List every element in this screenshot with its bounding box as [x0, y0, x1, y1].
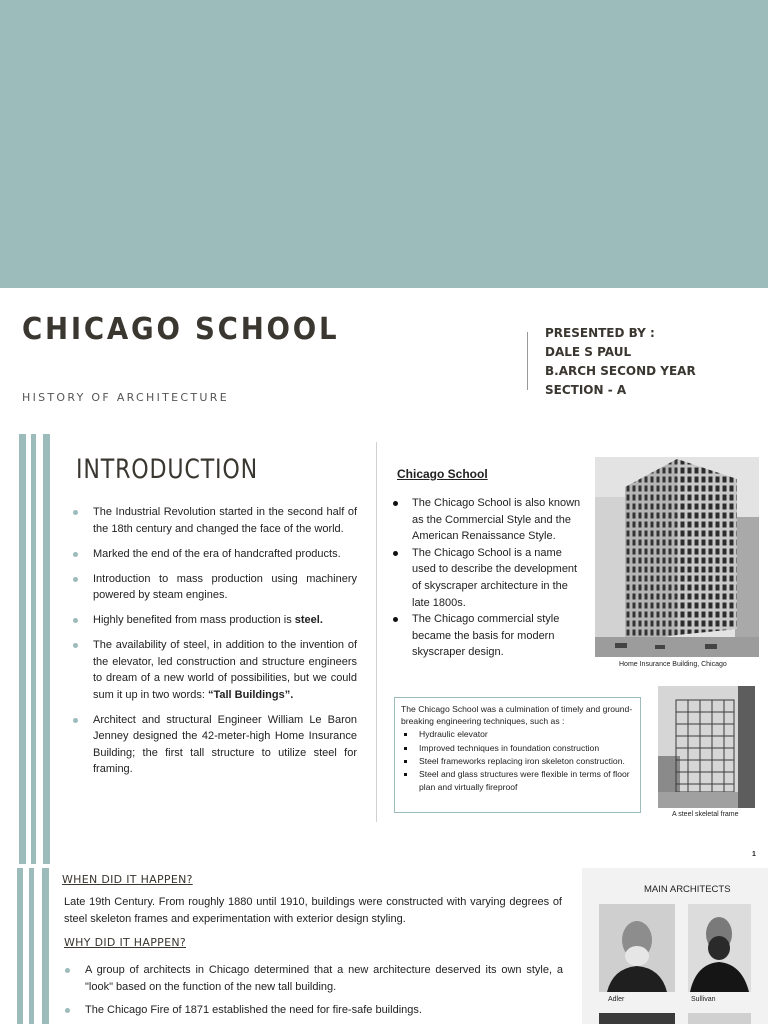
introduction-list: [93, 504, 357, 786]
page-subtitle: HISTORY OF ARCHITECTURE: [22, 391, 229, 404]
steel-skeleton-photo: [658, 686, 755, 808]
building-illustration-icon: [595, 457, 759, 657]
sullivan-portrait: [688, 904, 751, 992]
bullet-dot-icon: [73, 510, 78, 515]
bullet-dot-icon: [73, 643, 78, 648]
chicago-school-heading: Chicago School: [397, 467, 488, 481]
bullet-dot-icon: [65, 1008, 70, 1013]
list-item: A group of architects in Chicago determined that a new architecture deserved its own style, a "look" based on the function of the new tall building.: [85, 962, 563, 995]
list-item: Architect and structural Engineer William Le Baron Jenney designed the 42-meter-high Home Insurance Building; the first tall structure to utilize steel for framing.: [93, 712, 357, 778]
list-item: Marked the end of the era of handcrafted products.: [93, 546, 357, 563]
bullet-dot-icon: [65, 968, 70, 973]
page-title: CHICAGO SCHOOL: [22, 312, 340, 347]
bullet-dot-icon: [73, 552, 78, 557]
bullet-dot-icon: [73, 577, 78, 582]
list-item: Steel frameworks replacing iron skeleton construction.: [401, 755, 634, 768]
sullivan-caption: Sullivan: [691, 996, 716, 1003]
list-item: Improved techniques in foundation construction: [401, 742, 634, 756]
page-number: 1: [752, 851, 756, 858]
accent-bar: [29, 868, 34, 1024]
portrait-partial: [688, 1013, 751, 1024]
bullet-dot-icon: [393, 501, 398, 506]
list-item: The Chicago commercial style became the basis for modern skyscraper design.: [412, 611, 582, 661]
presenter-line: SECTION - A: [545, 383, 627, 397]
bullet-square-icon: [404, 760, 407, 763]
bullet-dot-icon: [73, 618, 78, 623]
chicago-school-list: [412, 495, 582, 661]
list-item: The Chicago Fire of 1871 established the need for fire-safe buildings.: [85, 1002, 563, 1019]
list-item: Hydraulic elevator: [401, 728, 634, 742]
list-item: Introduction to mass production using machinery powered by steam engines.: [93, 571, 357, 604]
list-item: Steel and glass structures were flexible in terms of floor plan and virtually fireproof: [401, 768, 634, 794]
when-text: Late 19th Century. From roughly 1880 until 1910, buildings were constructed with varying degrees of steel skeleton frames and experimentation with exterior design styling.: [64, 896, 562, 925]
adler-portrait: [599, 904, 675, 992]
accent-bar: [42, 868, 49, 1024]
list-item: The Chicago School is also known as the Commercial Style and the American Renaissance Style.: [412, 495, 582, 545]
steel-frame-illustration-icon: [658, 686, 755, 808]
accent-bar: [31, 434, 36, 864]
home-insurance-caption: Home Insurance Building, Chicago: [619, 661, 727, 668]
bullet-dot-icon: [73, 718, 78, 723]
when-heading: WHEN DID IT HAPPEN?: [62, 873, 193, 886]
list-item: The availability of steel, in addition to the invention of the elevator, led construction and structure engineers to dream of a new world of possibilities, but we could sum it up in two words: “Tall Buildings”.: [93, 637, 357, 703]
list-item: The Chicago School is a name used to describe the development of skyscraper architecture in the late 1800s.: [412, 545, 582, 611]
accent-bar: [43, 434, 50, 864]
list-item: The Industrial Revolution started in the second half of the 18th century and changed the face of the world.: [93, 504, 357, 537]
column-divider: [376, 442, 377, 822]
techniques-intro: The Chicago School was a culmination of timely and ground-breaking engineering techniques, such as :: [401, 704, 633, 726]
cover-banner: [0, 0, 768, 288]
home-insurance-building-photo: [595, 457, 759, 657]
introduction-heading: INTRODUCTION: [76, 454, 259, 485]
bullet-square-icon: [404, 773, 407, 776]
presenter-line: PRESENTED BY :: [545, 326, 655, 340]
why-heading: WHY DID IT HAPPEN?: [64, 936, 186, 949]
list-item: Highly benefited from mass production is steel.: [93, 612, 357, 629]
bullet-square-icon: [404, 733, 407, 736]
skeleton-caption: A steel skeletal frame: [672, 811, 739, 818]
techniques-list: [401, 728, 634, 794]
presenter-line: B.ARCH SECOND YEAR: [545, 364, 696, 378]
presenter-line: DALE S PAUL: [545, 345, 632, 359]
portrait-partial: [599, 1013, 675, 1024]
presenter-divider: [527, 332, 528, 390]
why-list: [85, 962, 563, 1024]
accent-bar: [19, 434, 26, 864]
main-architects-heading: MAIN ARCHITECTS: [644, 884, 731, 895]
techniques-box: [394, 697, 641, 813]
bullet-square-icon: [404, 747, 407, 750]
bullet-dot-icon: [393, 617, 398, 622]
portrait-illustration-icon: [688, 904, 751, 992]
presenter-block: [545, 324, 696, 400]
bullet-dot-icon: [393, 551, 398, 556]
adler-caption: Adler: [608, 996, 625, 1003]
accent-bar: [17, 868, 23, 1024]
portrait-illustration-icon: [599, 904, 675, 992]
